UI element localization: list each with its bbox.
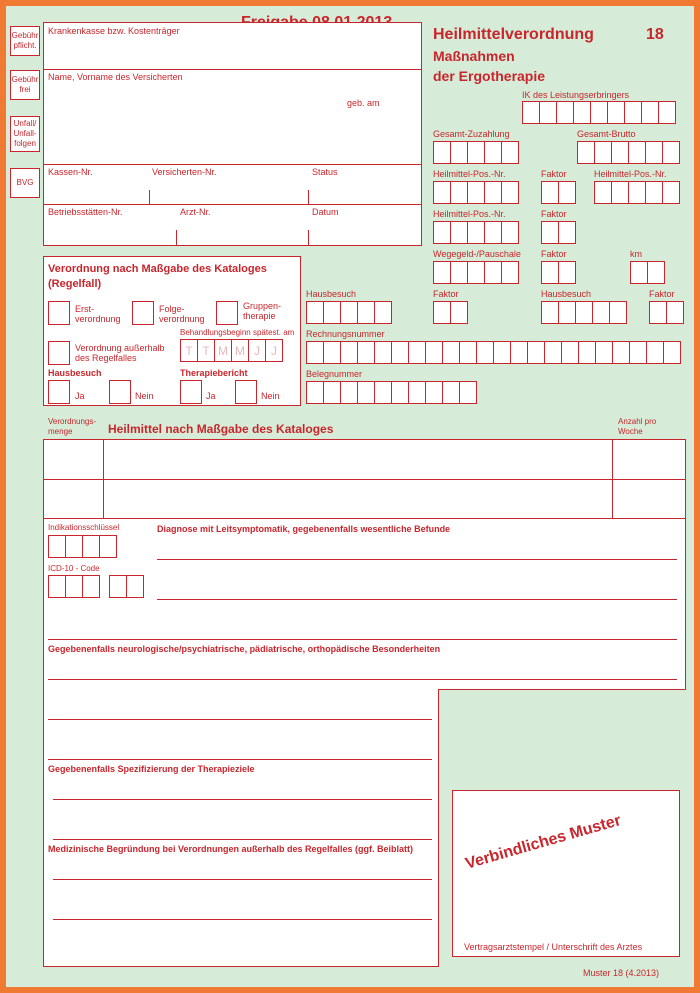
diagnose-line-1: [157, 559, 677, 560]
folge-label-2: verordnung: [159, 314, 205, 324]
diagnose-line-2: [157, 599, 677, 600]
belegnummer-field[interactable]: [306, 381, 476, 404]
gruppen-label-1: Gruppen-: [243, 301, 282, 311]
patient-divider-1: [43, 69, 422, 70]
besonderheiten-label: Gegebenenfalls neurologische/psychiatrische, pädiatrische, orthopädische Besonderheiten: [48, 644, 441, 654]
km-field[interactable]: [630, 261, 664, 284]
form-title: Heilmittelverordnung: [433, 26, 594, 43]
form-subtitle-1: Maßnahmen: [433, 48, 515, 64]
heilmittel-col-divider-1: [103, 439, 104, 519]
behandlungsbeginn-label: Behandlungsbeginn spätest. am: [180, 328, 295, 337]
besonderheiten-line-3: [48, 759, 432, 760]
heilmittel-pos-1-field[interactable]: [433, 181, 518, 204]
hausbesuch-ja-label: Ja: [75, 391, 85, 401]
unfall-label: Unfall/ Unfall- folgen: [13, 119, 37, 148]
muster-watermark: Verbindliches Muster: [463, 811, 623, 873]
verordnungsmenge-label-1: Verordnungs-: [48, 417, 97, 426]
form-number: 18: [646, 26, 664, 43]
ausserhalb-checkbox[interactable]: [48, 341, 70, 365]
therapiebericht-label: Therapiebericht: [180, 368, 248, 378]
kassen-nr-label: Kassen-Nr.: [48, 167, 93, 177]
ausserhalb-label-2: des Regelfalles: [75, 353, 137, 363]
therapiebericht-nein-checkbox[interactable]: [235, 380, 257, 404]
stamp-box[interactable]: [452, 790, 680, 957]
notch-vline: [438, 689, 439, 967]
erst-label-2: verordnung: [75, 314, 121, 324]
heilmittel-pos-3-field[interactable]: [433, 221, 518, 244]
hausbesuch-label: Hausbesuch: [48, 368, 102, 378]
hausbesuch-1-field[interactable]: [306, 301, 391, 324]
heilmittel-col-divider-2: [612, 439, 613, 519]
krankenkasse-label: Krankenkasse bzw. Kostenträger: [48, 26, 180, 36]
gruppentherapie-checkbox[interactable]: [216, 301, 238, 325]
faktor-3-label: Faktor: [541, 249, 567, 259]
hausbesuch-nein-label: Nein: [135, 391, 154, 401]
hausbesuch-ja-checkbox[interactable]: [48, 380, 70, 404]
besonderheiten-line-2: [48, 719, 432, 720]
ik-field[interactable]: [522, 101, 675, 124]
icd10-field-ext[interactable]: [109, 575, 143, 598]
gesamt-zuzahlung-field[interactable]: [433, 141, 518, 164]
gesamt-zuzahlung-label: Gesamt-Zuzahlung: [433, 129, 510, 139]
belegnummer-label: Belegnummer: [306, 369, 363, 379]
gebuehr-frei-box[interactable]: [10, 70, 40, 100]
therapiebericht-ja-checkbox[interactable]: [180, 380, 202, 404]
besonderheiten-line-1: [48, 679, 677, 680]
verordnung-title-1: Verordnung nach Maßgabe des Kataloges: [48, 263, 267, 275]
arzt-nr-label: Arzt-Nr.: [180, 207, 211, 217]
bvg-label: BVG: [16, 178, 34, 187]
tick-4: [308, 230, 309, 246]
gesamt-brutto-field[interactable]: [577, 141, 679, 164]
status-label: Status: [312, 167, 338, 177]
anzahl-label-2: Woche: [618, 427, 643, 436]
form-subtitle-2: der Ergotherapie: [433, 68, 546, 84]
faktor-2-field[interactable]: [541, 221, 575, 244]
versicherten-nr-label: Versicherten-Nr.: [152, 167, 217, 177]
hausbesuch-1-label: Hausbesuch: [306, 289, 357, 299]
gesamt-brutto-label: Gesamt-Brutto: [577, 129, 636, 139]
muster-number: Muster 18 (4.2013): [583, 968, 660, 978]
patient-divider-3: [43, 204, 422, 205]
tick-1: [149, 190, 150, 204]
faktor-2-label: Faktor: [541, 209, 567, 219]
heilmittel-pos-1-label: Heilmittel-Pos.-Nr.: [433, 169, 506, 179]
gruppen-label-2: therapie: [243, 311, 276, 321]
begruendung-line-1: [53, 879, 432, 880]
heilmittel-title: Heilmittel nach Maßgabe des Kataloges: [108, 422, 334, 436]
behandlungsbeginn-field[interactable]: T T M M J J: [180, 339, 282, 362]
faktor-5-field[interactable]: [649, 301, 683, 324]
heilmittel-row-divider: [43, 479, 686, 480]
diagnose-area-lower: [43, 689, 438, 967]
diagnose-title: Diagnose mit Leitsymptomatik, gegebenenfalls wesentliche Befunde: [157, 524, 451, 534]
faktor-1-label: Faktor: [541, 169, 567, 179]
therapieziele-line-2: [53, 839, 432, 840]
anzahl-label-1: Anzahl pro: [618, 417, 657, 426]
erst-label-1: Erst-: [75, 304, 94, 314]
heilmittel-pos-2-field[interactable]: [594, 181, 679, 204]
betriebsstaetten-nr-label: Betriebsstätten-Nr.: [48, 207, 123, 217]
indikationsschluessel-label: Indikationsschlüssel: [48, 523, 120, 532]
patient-divider-2: [43, 164, 422, 165]
rechnungsnummer-field[interactable]: [306, 341, 680, 364]
rechnungsnummer-label: Rechnungsnummer: [306, 329, 385, 339]
heilmittel-pos-3-label: Heilmittel-Pos.-Nr.: [433, 209, 506, 219]
heilmittel-pos-2-label: Heilmittel-Pos.-Nr.: [594, 169, 667, 179]
ik-label: IK des Leistungserbringers: [522, 90, 630, 100]
diagnose-area: [43, 519, 686, 689]
diagnose-line-3: [48, 639, 677, 640]
verordnungsmenge-label-2: menge: [48, 427, 73, 436]
wegegeld-field[interactable]: [433, 261, 518, 284]
therapiebericht-ja-label: Ja: [206, 391, 216, 401]
geb-label: geb. am: [347, 98, 380, 108]
ausserhalb-label-1: Verordnung außerhalb: [75, 343, 165, 353]
hausbesuch-2-field[interactable]: [541, 301, 626, 324]
stamp-caption: Vertragsarztstempel / Unterschrift des Arztes: [464, 942, 643, 952]
faktor-4-field[interactable]: [433, 301, 467, 324]
faktor-3-field[interactable]: [541, 261, 575, 284]
gebuehr-pflicht-box[interactable]: [10, 26, 40, 56]
bvg-box[interactable]: [10, 168, 40, 198]
therapieziele-label: Gegebenenfalls Spezifizierung der Therapieziele: [48, 764, 255, 774]
begruendung-label: Medizinische Begründung bei Verordnungen außerhalb des Regelfalles (ggf. Beiblatt): [48, 844, 414, 854]
notch-line: [438, 689, 686, 690]
km-label: km: [630, 249, 642, 259]
begruendung-line-2: [53, 919, 432, 920]
hausbesuch-nein-checkbox[interactable]: [109, 380, 131, 404]
icd10-label: ICD-10 - Code: [48, 564, 100, 573]
tick-3: [176, 230, 177, 246]
hausbesuch-2-label: Hausbesuch: [541, 289, 592, 299]
wegegeld-label: Wegegeld-/Pauschale: [433, 249, 521, 259]
therapiebericht-nein-label: Nein: [261, 391, 280, 401]
datum-label: Datum: [312, 207, 339, 217]
name-label: Name, Vorname des Versicherten: [48, 72, 183, 82]
indikationsschluessel-field[interactable]: [48, 535, 116, 558]
faktor-1-field[interactable]: [541, 181, 575, 204]
folge-label-1: Folge-: [159, 304, 185, 314]
faktor-5-label: Faktor: [649, 289, 675, 299]
icd10-field[interactable]: [48, 575, 99, 598]
folgeverordnung-checkbox[interactable]: [132, 301, 154, 325]
erstverordnung-checkbox[interactable]: [48, 301, 70, 325]
verordnung-title-2: (Regelfall): [48, 278, 102, 290]
unfall-box[interactable]: [10, 116, 40, 152]
tick-2: [308, 190, 309, 204]
therapieziele-line-1: [53, 799, 432, 800]
gebuehr-pflicht-label: Gebühr pflicht.: [11, 31, 39, 50]
faktor-4-label: Faktor: [433, 289, 459, 299]
gebuehr-frei-label: Gebühr frei: [11, 75, 39, 94]
